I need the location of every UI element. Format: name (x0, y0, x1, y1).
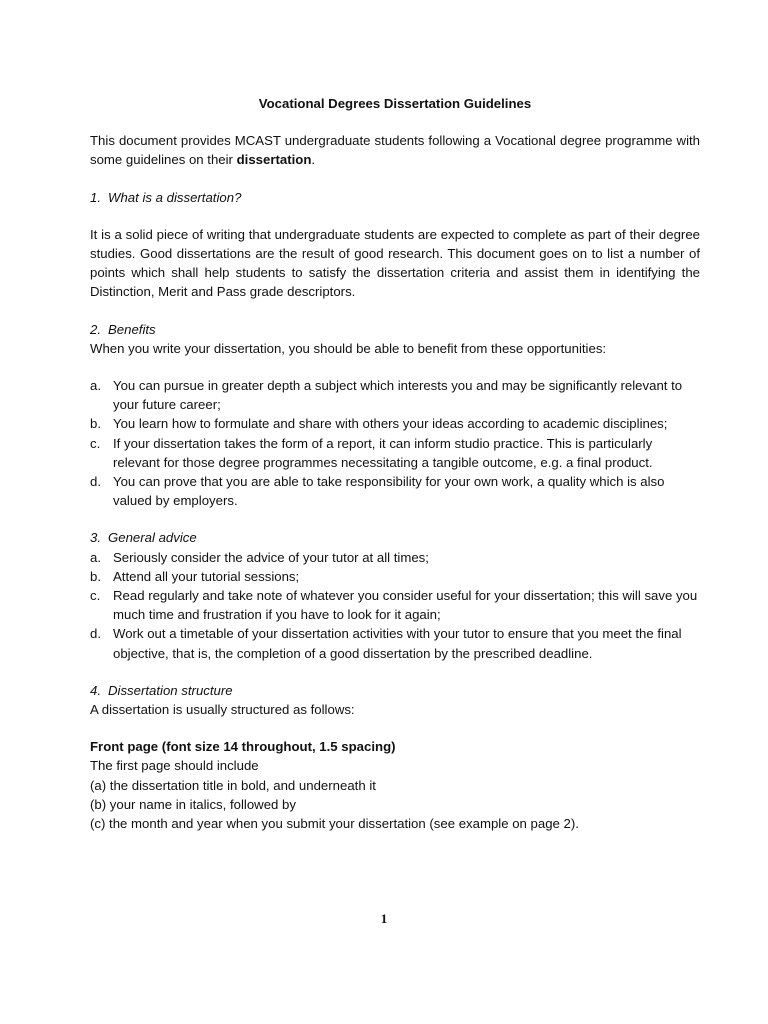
front-page-heading: Front page (font size 14 throughout, 1.5 spacing) (90, 739, 396, 755)
list-item (90, 624, 700, 662)
document-body (90, 94, 700, 833)
list-item (90, 472, 700, 510)
list-marker: d. (90, 626, 101, 642)
list-item-text: If your dissertation takes the form of a report, it can inform studio practice. This is particularly relevant for those degree programmes necessitating a tangible outcome, e.g. a final product. (113, 435, 653, 470)
list-item (90, 586, 700, 624)
front-page-line: (a) the dissertation title in bold, and underneath it (90, 777, 376, 793)
intro-text: This document provides MCAST undergraduate students following a Vocational degree programme with some guidelines on their (90, 133, 700, 168)
list-item (90, 434, 700, 472)
list-marker: c. (90, 435, 101, 451)
list-marker: b. (90, 568, 101, 584)
benefits-list (90, 376, 700, 510)
list-marker: a. (90, 549, 101, 565)
list-item-text: You can pursue in greater depth a subject which interests you and may be significantly relevant to your future career; (113, 378, 683, 413)
section-1-heading (90, 188, 700, 207)
list-item-text: Seriously consider the advice of your tutor at all times; (113, 549, 429, 565)
intro-paragraph (90, 131, 700, 169)
list-marker: d. (90, 474, 101, 490)
front-page-line: (c) the month and year when you submit your dissertation (see example on page 2). (90, 816, 579, 832)
front-page-line: (b) your name in italics, followed by (90, 796, 296, 812)
list-item (90, 548, 700, 567)
list-item-text: You can prove that you are able to take responsibility for your own work, a quality which is also valued by employers. (113, 474, 665, 509)
section-3-heading (90, 528, 700, 547)
list-item-text: Read regularly and take note of whatever you consider useful for your dissertation; this will save you much time and frustration if you have to look for it again; (113, 588, 698, 623)
front-page-line: The first page should include (90, 758, 259, 774)
section-2-title: Benefits (108, 321, 156, 337)
section-3-title: General advice (108, 530, 197, 546)
list-marker: c. (90, 588, 101, 604)
section-4-title: Dissertation structure (108, 682, 233, 698)
list-item (90, 376, 700, 414)
list-marker: a. (90, 378, 101, 394)
list-item-text: You learn how to formulate and share with others your ideas according to academic disciplines; (113, 416, 668, 432)
section-1-number: 1. (90, 189, 101, 205)
list-item (90, 414, 700, 433)
section-1-title: What is a dissertation? (108, 189, 242, 205)
section-4-heading (90, 681, 700, 700)
section-2-number: 2. (90, 321, 101, 337)
section-1-paragraph: It is a solid piece of writing that undergraduate students are expected to complete as part of their degree studies. Good dissertations are the result of good research. This document goes on to list a number of points which shall help students to satisfy the dissertation criteria and assist them in identifying the Distinction, Merit and Pass grade descriptors. (90, 226, 700, 300)
list-marker: b. (90, 416, 101, 432)
section-4-lead: A dissertation is usually structured as follows: (90, 702, 355, 718)
section-2-heading (90, 320, 700, 339)
intro-text-end: . (311, 152, 316, 168)
section-3-number: 3. (90, 530, 101, 546)
section-2-lead: When you write your dissertation, you should be able to benefit from these opportunities: (90, 340, 607, 356)
page-number: 1 (380, 911, 388, 926)
list-item-text: Attend all your tutorial sessions; (113, 568, 300, 584)
list-item (90, 567, 700, 586)
advice-list (90, 548, 700, 663)
intro-bold-word: dissertation (236, 152, 312, 168)
list-item-text: Work out a timetable of your dissertation activities with your tutor to ensure that you meet the final objective, that is, the completion of a good dissertation by the prescribed deadline. (113, 626, 682, 661)
document-title: Vocational Degrees Dissertation Guidelines (258, 96, 532, 111)
section-4-number: 4. (90, 682, 101, 698)
